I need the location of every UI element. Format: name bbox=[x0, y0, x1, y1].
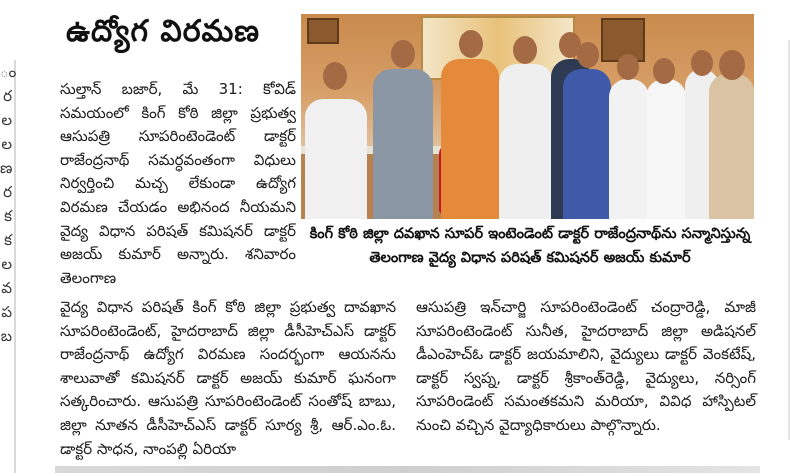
article-body-col2: ఆసుపత్రి ఇన్‌చార్జి సూపరింటెండెంట్ చంద్రారెడ్డి, మాజీ సూపరింటెండెంట్ సునీత, హైదరాబాద్ జిల్లా అడిషనల్ డీఎంహెచ్ఓ డాక్టర్ జయమాలిని, వైద్యులు డాక్టర్ వెంకటేష్, డాక్టర్ స్వప్న, డాక్టర్ శ్రీకాంత్‌రెడ్డి, వైద్యులు, నర్సింగ్ సూపరిండెంట్ సమంతకమని మరియా, వివిధ హాస్పిటల్ నుంచి వచ్చిన వైద్యాధికారులు పాల్గొన్నారు. bbox=[416, 298, 756, 434]
person-head bbox=[617, 54, 639, 80]
person-head bbox=[459, 30, 483, 58]
person-figure bbox=[441, 59, 499, 219]
adjacent-column-glyph: ర bbox=[3, 183, 12, 201]
person-figure bbox=[646, 79, 686, 219]
person-head bbox=[391, 40, 415, 68]
person-figure bbox=[499, 64, 553, 219]
article-body-col1: సుల్తాన్ బజార్, మే 31: కోవిడ్ సమయంలో కింగ్ కోఠి జిల్లా ప్రభుత్వ ఆసుపత్రి సూపరింటెండెంట్ డాక్టర్ రాజేంద్రనాథ్ సమర్ధవంతంగా విధులు నిర్వర్తించి మచ్చ లేకుండా ఉద్యోగ విరమణ చేయడం అభినంద నీయమని వైద్య విధాన పరిషత్ కమిషనర్ డాక్టర్ అజయ్ కుమార్ అన్నారు. శనివారం తెలంగాణ bbox=[60, 80, 296, 287]
person-head bbox=[577, 42, 599, 68]
person-figure bbox=[563, 69, 611, 219]
adjacent-column-glyph: ల bbox=[1, 255, 12, 273]
adjacent-column-glyph: క bbox=[4, 207, 12, 225]
person-head bbox=[323, 62, 347, 90]
adjacent-column-glyph: ల bbox=[1, 111, 12, 129]
person-head bbox=[653, 58, 675, 84]
adjacent-column-glyph: ణ bbox=[0, 159, 13, 177]
article-body-col1-continued: వైద్య విధాన పరిషత్ కింగ్ కోఠి జిల్లా ప్రభుత్వ దావఖాన సూపరింటెండెంట్, హైదరాబాద్ జిల్లా డీసీహెచ్ఎస్ డాక్టర్ రాజేంద్రనాథ్ ఉద్యోగ విరమణ సందర్భంగా ఆయనను శాలువాతో కమిషనర్ డాక్టర్ అజయ్ కుమార్ ఘనంగా సత్కరించారు. ఆసుపత్రి సూపరింటెండెంట్ సంతోష్ బాబు, జిల్లా నూతన డీసీహెచ్ఎస్ డాక్టర్ సూర్య శ్రీ, ఆర్.ఎం.ఓ. డాక్టర్ సాధన, నాంపల్లి ఏరియా bbox=[60, 298, 396, 458]
adjacent-column-glyph: ం bbox=[0, 63, 17, 81]
photo-caption: కింగ్ కోఠి జిల్లా దవఖాన సూపర్ ఇంటెండెంట్ డాక్టర్ రాజేంద్రనాథ్‌ను సన్మానిస్తున్న తెలంగాణ వైద్య విధాన పరిషత్ కమిషనర్ అజయ్ కుమార్ bbox=[309, 226, 751, 266]
adjacent-column-glyph: ర bbox=[3, 87, 12, 105]
adjacent-column-glyph: ప bbox=[1, 303, 12, 321]
person-head bbox=[719, 50, 745, 80]
person-head bbox=[691, 50, 713, 76]
person-figure bbox=[609, 79, 649, 219]
person-figure bbox=[305, 99, 367, 219]
adjacent-column-glyph: బ bbox=[0, 327, 12, 345]
adjacent-column-fragment bbox=[0, 60, 16, 473]
adjacent-column-glyph: క bbox=[4, 231, 12, 249]
person-head bbox=[513, 36, 537, 64]
adjacent-column-edge bbox=[788, 40, 800, 440]
person-figure bbox=[373, 69, 433, 219]
adjacent-column-glyph: వ bbox=[1, 279, 12, 297]
next-article-edge bbox=[55, 466, 760, 473]
wall-frame bbox=[307, 18, 339, 44]
adjacent-column-glyph: ల bbox=[1, 135, 12, 153]
article-headline: ఉద్యోగ విరమణ bbox=[66, 14, 261, 49]
news-photo bbox=[301, 14, 754, 219]
person-figure bbox=[709, 74, 754, 219]
